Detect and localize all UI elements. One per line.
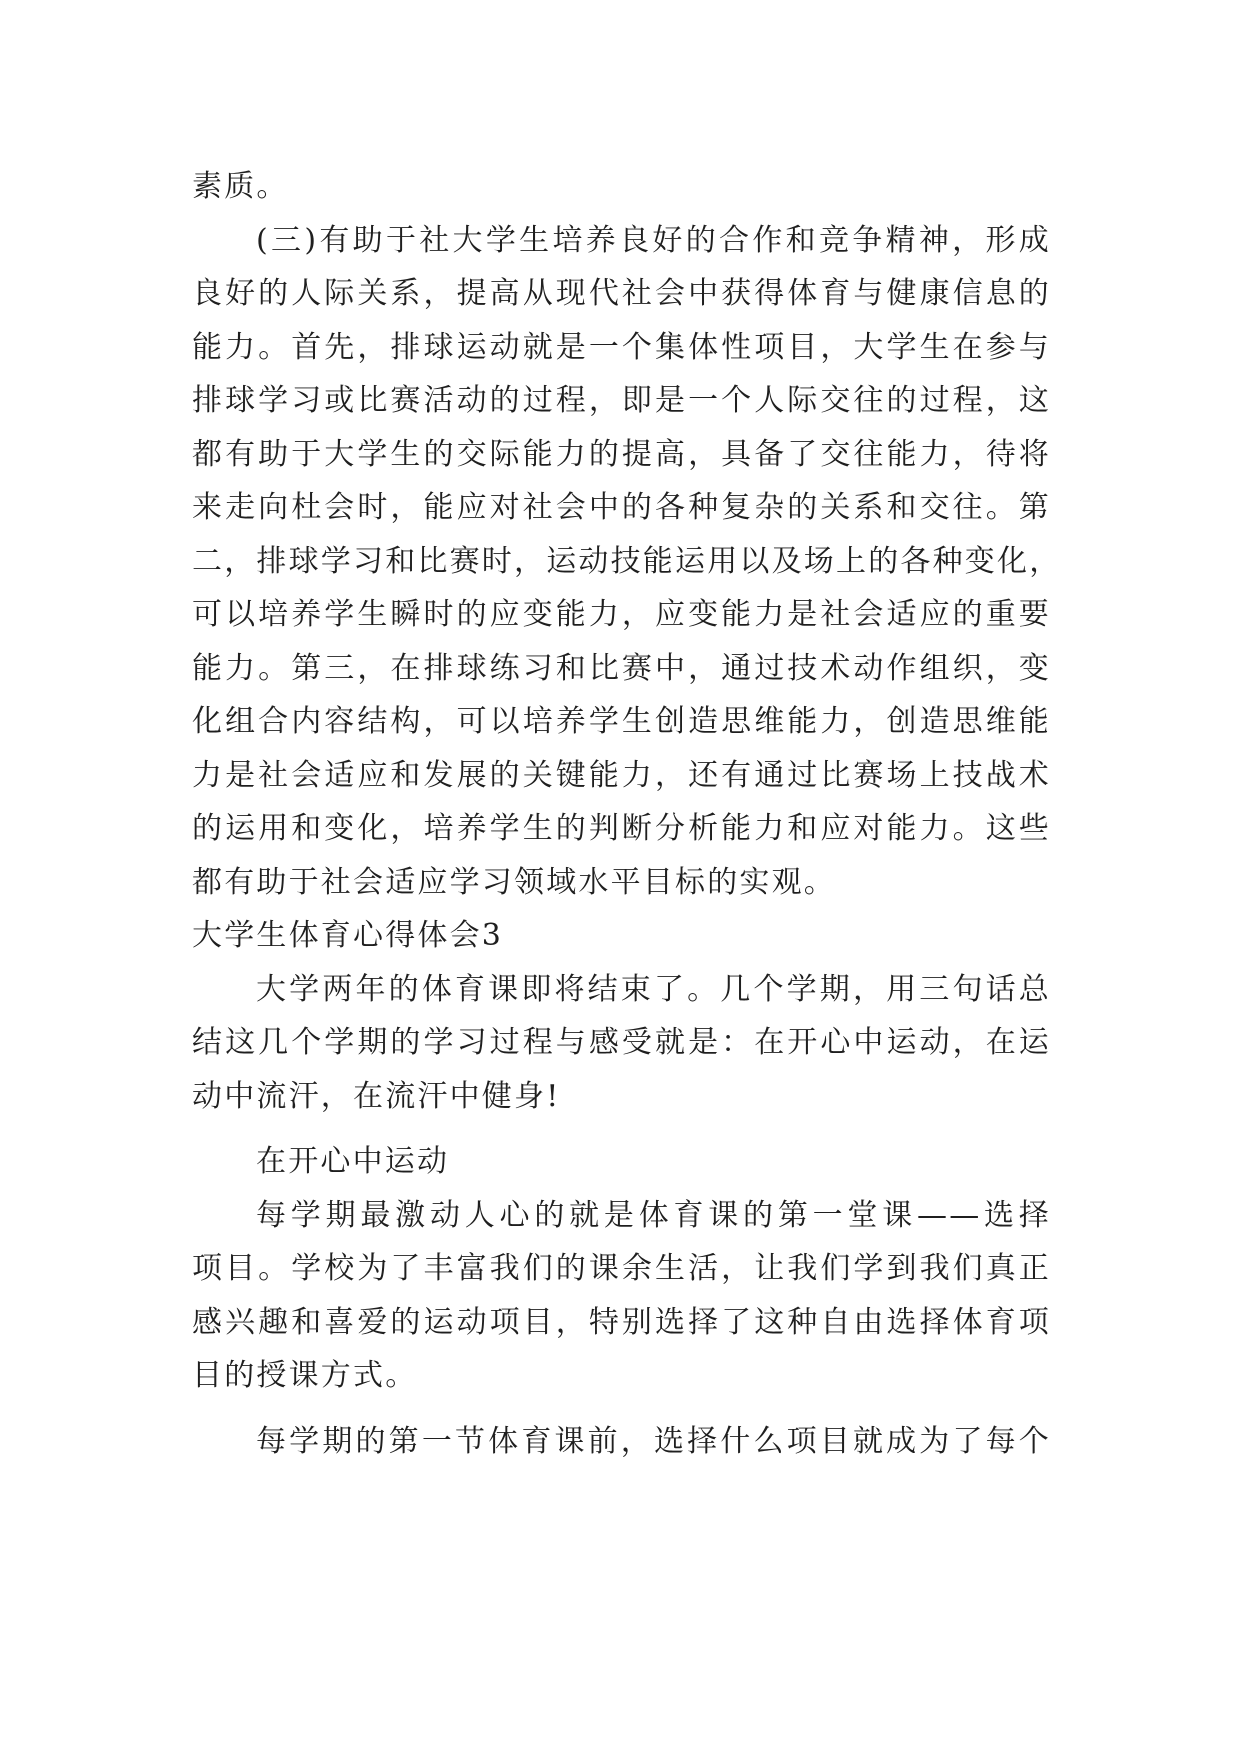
text-line: 排球学习或比赛活动的过程，即是一个人际交往的过程，这: [192, 383, 1051, 418]
text-line: 能力。首先，排球运动就是一个集体性项目，大学生在参与: [192, 329, 1051, 365]
text-line: 在开心中运动: [256, 1144, 450, 1179]
text-line: 都有助于大学生的交际能力的提高，具备了交往能力，待将: [192, 436, 1051, 472]
text-line: 可以培养学生瞬时的应变能力，应变能力是社会适应的重要: [192, 597, 1051, 632]
text-line: 项目。学校为了丰富我们的课余生活，让我们学到我们真正: [192, 1251, 1051, 1286]
text-line: 动中流汗，在流汗中健身!: [192, 1078, 561, 1114]
text-line: 每学期最激动人心的就是体育课的第一堂课——选择: [256, 1197, 1051, 1233]
text-line: 来走向杜会时，能应对社会中的各种复杂的关系和交往。第: [192, 490, 1051, 525]
text-line: 的运用和变化，培养学生的判断分析能力和应对能力。这些: [192, 811, 1051, 846]
body-text: [192, 160, 1062, 1468]
text-line: 感兴趣和喜爱的运动项目，特别选择了这种自由选择体育项: [192, 1304, 1051, 1340]
text-line: 大学两年的体育课即将结束了。几个学期，用三句话总: [256, 971, 1051, 1007]
text-line: 都有助于社会适应学习领域水平目标的实观。: [192, 864, 836, 900]
text-line: 能力。第三，在排球练习和比赛中，通过技术动作组织，变: [192, 650, 1051, 686]
text-line: (三)有助于社大学生培养良好的合作和竞争精神，形成: [256, 222, 1051, 258]
text-line: 素质。: [192, 169, 289, 204]
text-line: 力是社会适应和发展的关键能力，还有通过比赛场上技战术: [192, 757, 1051, 793]
text-line: 良好的人际关系，提高从现代社会中获得体育与健康信息的: [192, 276, 1051, 311]
text-line: 二，排球学习和比赛时，运动技能运用以及场上的各种变化，: [192, 543, 1062, 579]
text-line: 目的授课方式。: [192, 1358, 418, 1393]
text-line: 每学期的第一节体育课前，选择什么项目就成为了每个: [256, 1423, 1051, 1459]
text-line: 大学生体育心得体会3: [192, 918, 504, 953]
text-line: 化组合内容结构，可以培养学生创造思维能力，创造思维能: [192, 704, 1051, 739]
text-line: 结这几个学期的学习过程与感受就是：在开心中运动，在运: [192, 1025, 1051, 1060]
